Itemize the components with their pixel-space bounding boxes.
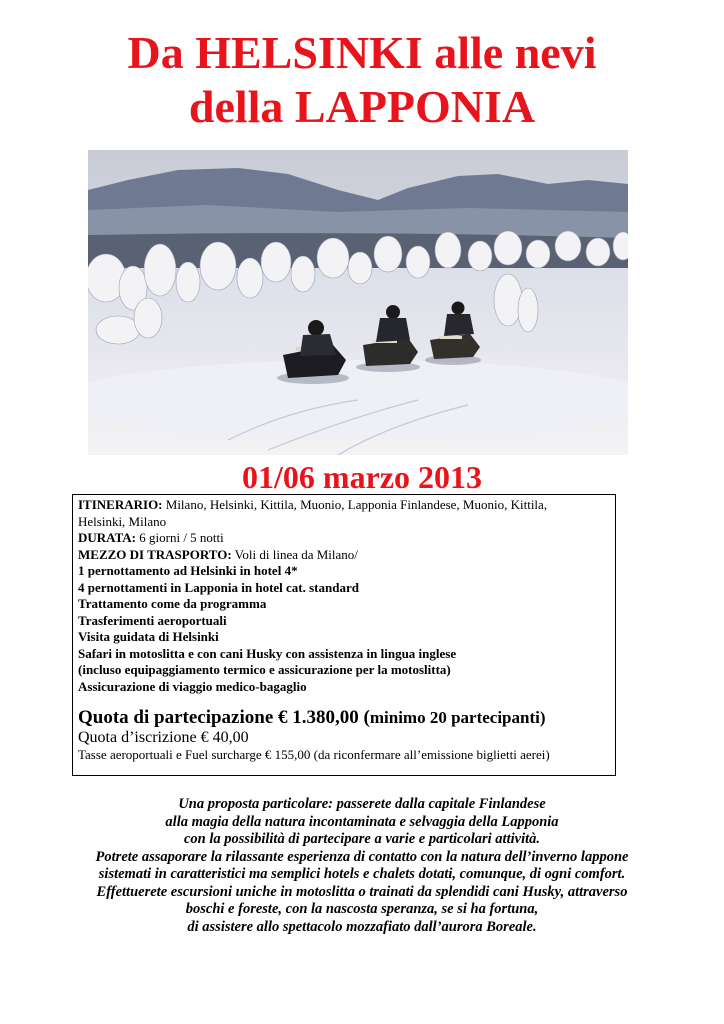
promo-line: Potrete assaporare la rilassante esperienza di contatto con la natura dell’inverno lappone (95, 848, 629, 865)
included-item: Visita guidata di Helsinki (78, 629, 219, 644)
promo-text (0, 796, 724, 936)
quota-iscrizione: Quota d’iscrizione € 40,00 (78, 729, 249, 746)
included-item: Trattamento come da programma (78, 596, 267, 611)
itinerario-line-2: Helsinki, Milano (78, 513, 167, 529)
quota-price: Quota di partecipazione € 1.380,00 ( (78, 707, 370, 728)
page-title (0, 26, 724, 134)
title-line-1: Da HELSINKI alle nevi (127, 27, 597, 78)
durata-label: DURATA: (78, 530, 137, 545)
included-item: Trasferimenti aeroportuali (78, 612, 227, 628)
promo-line: boschi e foreste, con la nascosta speranza, se si ha fortuna, (185, 901, 539, 917)
promo-line: alla magia della natura incontaminata e selvaggia della Lapponia (165, 813, 559, 830)
included-item: 4 pernottamenti in Lapponia in hotel cat. standard (78, 579, 359, 595)
tasse-line: Tasse aeroportuali e Fuel surcharge € 155,00 (da riconfermare all’emissione biglietti aerei) (78, 747, 550, 762)
included-item: Assicurazione di viaggio medico-bagaglio (78, 678, 307, 694)
trip-dates: 01/06 marzo 2013 (242, 459, 482, 495)
promo-line: Effettuerete escursioni uniche in motoslitta o trainati da splendidi cani Husky, attraverso (96, 883, 628, 900)
promo-line: Una proposta particolare: passerete dalla capitale Finlandese (178, 796, 546, 812)
included-item: (incluso equipaggiamento termico e assicurazione per la motoslitta) (78, 662, 451, 677)
title-line-2: della LAPPONIA (188, 81, 536, 132)
promo-line: con la possibilità di partecipare a varie e particolari attività. (183, 831, 541, 847)
itinerario-label: ITINERARIO: (78, 497, 163, 512)
itinerario-text: Milano, Helsinki, Kittila, Muonio, Lapponia Finlandese, Muonio, Kittila, (162, 497, 548, 512)
durata-text: 6 giorni / 5 notti (136, 530, 224, 545)
itinerario-line (78, 497, 610, 514)
included-item: Safari in motoslitta e con cani Husky con assistenza in lingua inglese (78, 645, 457, 661)
snowmobile-photo (88, 150, 628, 455)
quota-minimum: minimo 20 partecipanti) (369, 708, 546, 727)
itinerary-box (72, 494, 616, 776)
promo-line: di assistere allo spettacolo mozzafiato dall’aurora Boreale. (187, 918, 537, 935)
mezzo-line (78, 547, 610, 564)
quota-partecipazione (78, 707, 610, 729)
promo-line: sistemati in caratteristici ma semplici hotels e chalets dotati, comunque, di ogni comfort. (98, 866, 626, 882)
durata-line (78, 530, 610, 547)
mezzo-text: Voli di linea da Milano/ (231, 546, 358, 562)
included-item: 1 pernottamento ad Helsinki in hotel 4* (78, 563, 298, 578)
mezzo-label: MEZZO DI TRASPORTO: (78, 546, 232, 562)
